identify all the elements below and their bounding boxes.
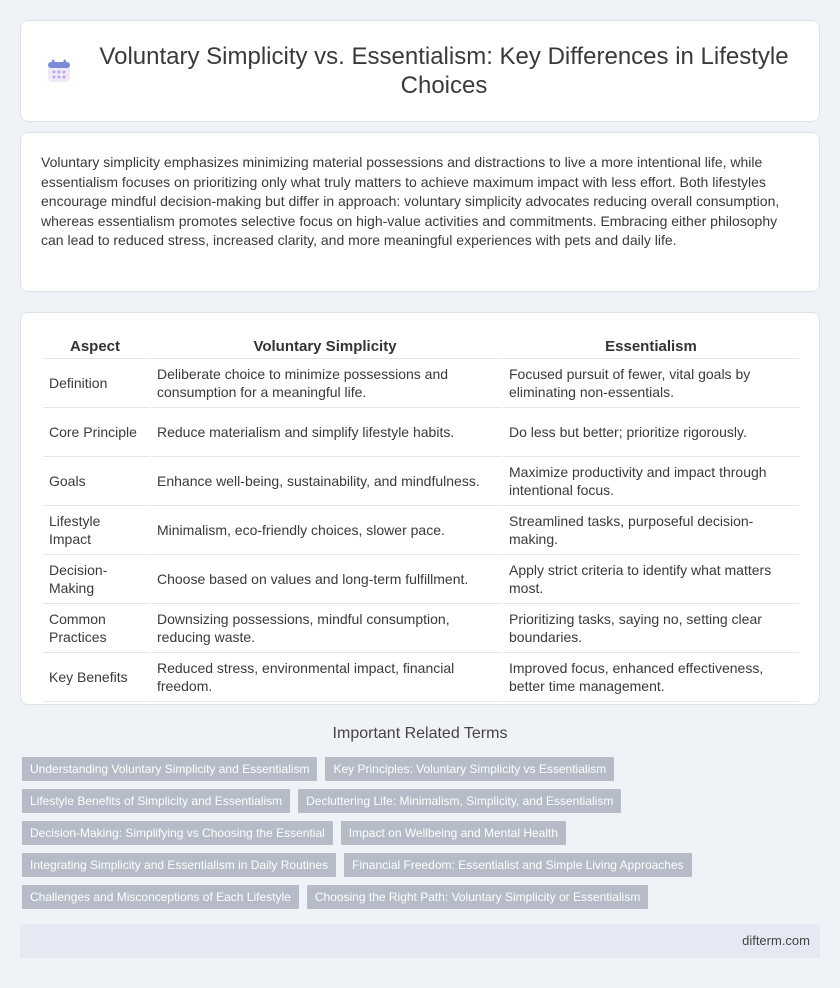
table-row <box>43 359 799 408</box>
related-term-link[interactable]: Financial Freedom: Essentialist and Simple Living Approaches <box>344 853 692 877</box>
essentialism-cell: Apply strict criteria to identify what matters most. <box>503 555 799 604</box>
tag-row <box>22 789 822 813</box>
footer-brand[interactable]: difterm.com <box>742 933 810 948</box>
intro-card <box>20 132 820 292</box>
intro-paragraph: Voluntary simplicity emphasizes minimizing material possessions and distractions to live a more intentional life, while essentialism focuses on prioritizing only what truly matters to achieve maximum impact with less effort. Both lifestyles encourage mindful decision-making but differ in approach: voluntary simplicity advocates reducing overall consumption, whereas essentialism promotes selective focus on high-value activities and commitments. Embracing either philosophy can lead to reduced stress, increased clarity, and more meaningful experiences with pets and daily life. <box>41 154 780 249</box>
voluntary-simplicity-cell: Minimalism, eco-friendly choices, slower pace. <box>151 506 503 555</box>
table-header-essentialism: Essentialism <box>503 333 799 359</box>
footer <box>20 924 820 958</box>
page-title: Voluntary Simplicity vs. Essentialism: Key Differences in Lifestyle Choices <box>99 43 789 99</box>
aspect-cell: Common Practices <box>43 604 151 653</box>
voluntary-simplicity-cell: Reduced stress, environmental impact, financial freedom. <box>151 653 503 702</box>
related-term-link[interactable]: Key Principles: Voluntary Simplicity vs Essentialism <box>325 757 614 781</box>
voluntary-simplicity-cell: Choose based on values and long-term fulfillment. <box>151 555 503 604</box>
voluntary-simplicity-cell: Downsizing possessions, mindful consumption, reducing waste. <box>151 604 503 653</box>
aspect-cell: Core Principle <box>43 408 151 457</box>
aspect-cell: Goals <box>43 457 151 506</box>
related-term-link[interactable]: Lifestyle Benefits of Simplicity and Essentialism <box>22 789 290 813</box>
related-term-link[interactable]: Decluttering Life: Minimalism, Simplicity, and Essentialism <box>298 789 621 813</box>
essentialism-cell: Improved focus, enhanced effectiveness, better time management. <box>503 653 799 702</box>
related-terms-list <box>22 757 822 917</box>
voluntary-simplicity-cell: Enhance well-being, sustainability, and mindfulness. <box>151 457 503 506</box>
voluntary-simplicity-cell: Reduce materialism and simplify lifestyle habits. <box>151 408 503 457</box>
aspect-cell: Key Benefits <box>43 653 151 702</box>
related-term-link[interactable]: Integrating Simplicity and Essentialism in Daily Routines <box>22 853 336 877</box>
related-term-link[interactable]: Impact on Wellbeing and Mental Health <box>341 821 566 845</box>
aspect-cell: Decision-Making <box>43 555 151 604</box>
aspect-cell: Lifestyle Impact <box>43 506 151 555</box>
essentialism-cell: Do less but better; prioritize rigorously. <box>503 408 799 457</box>
essentialism-cell: Prioritizing tasks, saying no, setting clear boundaries. <box>503 604 799 653</box>
related-term-link[interactable]: Choosing the Right Path: Voluntary Simplicity or Essentialism <box>307 885 648 909</box>
related-term-link[interactable]: Decision-Making: Simplifying vs Choosing the Essential <box>22 821 333 845</box>
related-term-link[interactable]: Understanding Voluntary Simplicity and Essentialism <box>22 757 317 781</box>
comparison-table <box>43 333 799 702</box>
table-row <box>43 457 799 506</box>
tag-row <box>22 885 822 909</box>
tag-row <box>22 757 822 781</box>
table-row <box>43 555 799 604</box>
table-row <box>43 604 799 653</box>
aspect-cell: Definition <box>43 359 151 408</box>
related-term-link[interactable]: Challenges and Misconceptions of Each Lifestyle <box>22 885 299 909</box>
table-header-voluntary-simplicity: Voluntary Simplicity <box>151 333 503 359</box>
comparison-table-card <box>20 312 820 705</box>
table-row <box>43 506 799 555</box>
essentialism-cell: Streamlined tasks, purposeful decision-making. <box>503 506 799 555</box>
tag-row <box>22 853 822 877</box>
table-row <box>43 408 799 457</box>
calendar-icon <box>46 58 72 84</box>
header-card <box>20 20 820 122</box>
essentialism-cell: Maximize productivity and impact through intentional focus. <box>503 457 799 506</box>
essentialism-cell: Focused pursuit of fewer, vital goals by eliminating non-essentials. <box>503 359 799 408</box>
table-header-aspect: Aspect <box>43 333 151 359</box>
table-row <box>43 653 799 702</box>
voluntary-simplicity-cell: Deliberate choice to minimize possessions and consumption for a meaningful life. <box>151 359 503 408</box>
related-terms-heading: Important Related Terms <box>332 725 508 742</box>
tag-row <box>22 821 822 845</box>
